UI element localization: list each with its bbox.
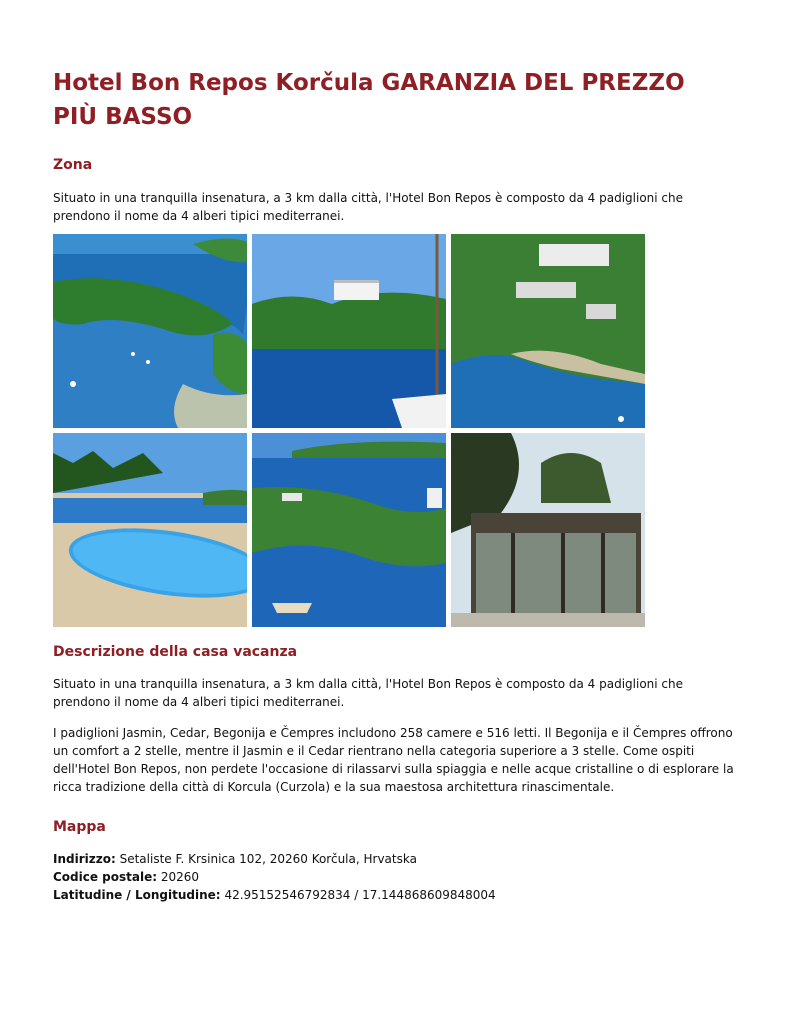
section-heading-mappa: Mappa (53, 819, 106, 835)
pavilion-terrace-photo (451, 433, 645, 627)
postal-code-label: Codice postale: (53, 870, 158, 884)
hotel-buildings-aerial-photo (451, 234, 645, 428)
descrizione-paragraph-2: I padiglioni Jasmin, Cedar, Begonija e Čempres includono 258 camere e 516 letti. Il Begonija e il Čempres offrono un comfort a 2 stelle, mentre il Jasmin e il Cedar rientrano nella categoria superiore a 3 stelle. Come ospiti dell'Hotel Bon Repos, non perdete l'occasione di rilassarvi sulla spiaggia e nelle acque cristalline o di esplorare la ricca tradizione della città di Korcula (Curzola) e la sua maestosa architettura rinascimentale. (53, 726, 734, 794)
coordinates-value: 42.95152546792834 / 17.144868609848004 (224, 888, 496, 902)
address-row (53, 851, 417, 868)
aerial-bay-photo (53, 234, 247, 428)
postal-code-row (53, 869, 199, 886)
section-heading-zona: Zona (53, 157, 93, 173)
address-label: Indirizzo: (53, 852, 116, 866)
section-heading-descrizione: Descrizione della casa vacanza (53, 644, 298, 660)
page-title: Hotel Bon Repos Korčula GARANZIA DEL PREZZO PIÙ BASSO (53, 70, 685, 130)
coordinates-label: Latitudine / Longitudine: (53, 888, 221, 902)
hotel-sailboat-photo (252, 234, 446, 428)
address-value: Setaliste F. Krsinica 102, 20260 Korčula, Hrvatska (119, 852, 417, 866)
postal-code-value: 20260 (160, 870, 200, 884)
zona-text: Situato in una tranquilla insenatura, a 3 km dalla città, l'Hotel Bon Repos è composto da 4 padiglioni che prendono il nome da 4 alberi tipici mediterranei. (53, 191, 684, 223)
coordinates-row (53, 887, 496, 904)
swimming-pool-photo (53, 433, 247, 627)
descrizione-paragraph-1: Situato in una tranquilla insenatura, a 3 km dalla città, l'Hotel Bon Repos è composto da 4 padiglioni che prendono il nome da 4 alberi tipici mediterranei. (53, 677, 684, 709)
photo-gallery (53, 234, 646, 627)
coastline-boat-photo (252, 433, 446, 627)
